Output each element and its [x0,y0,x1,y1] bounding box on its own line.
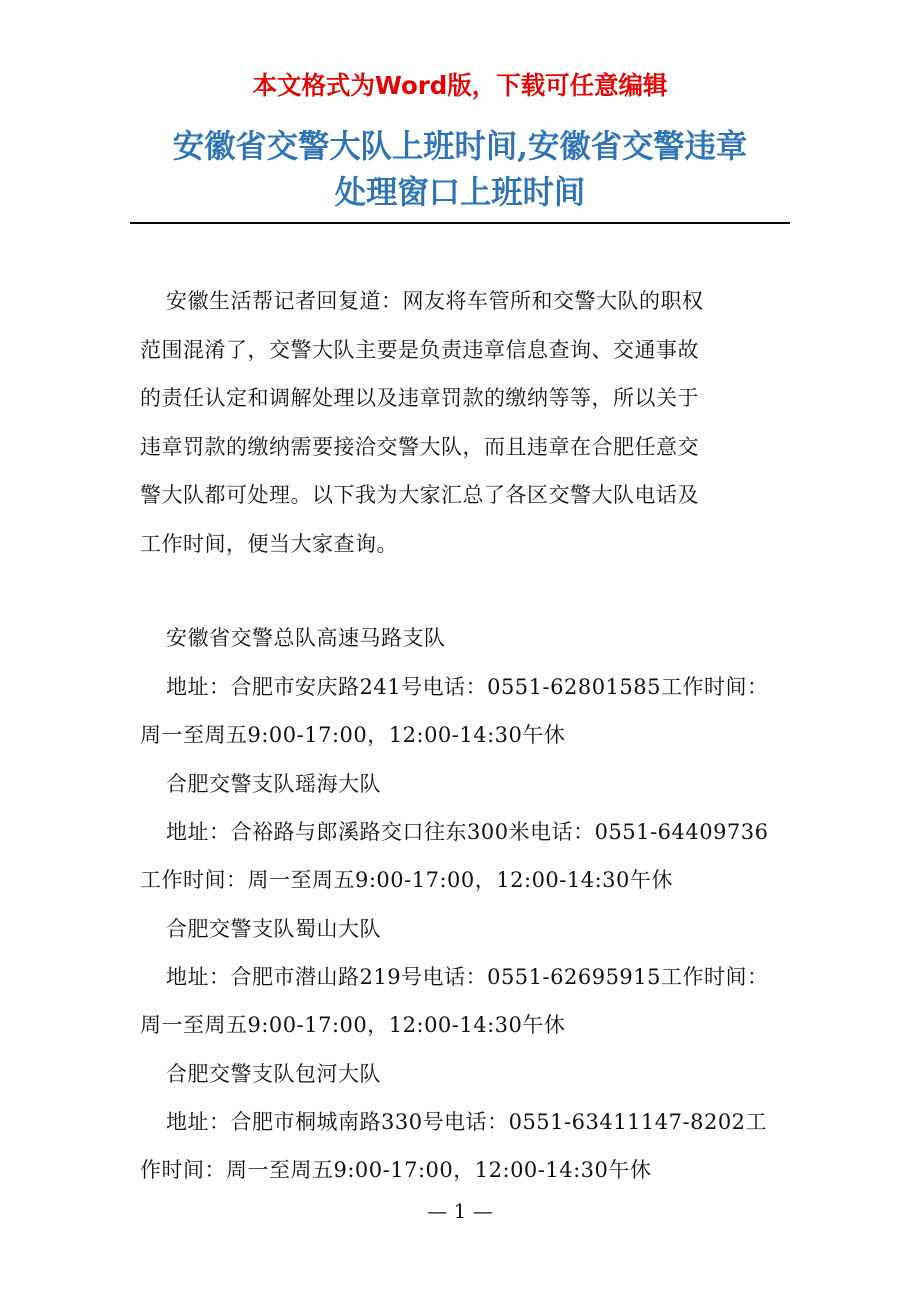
unit-name: 合肥交警支队瑶海大队 [166,772,381,796]
document-title-line-1: 安徽省交警大队上班时间,安徽省交警违章 [172,127,748,165]
intro-line: 违章罚款的缴纳需要接洽交警大队，而且违章在合肥任意交 [140,435,699,459]
unit-detail-line: 周一至周五9:00-17:00，12:00-14:30午休 [140,1013,566,1037]
unit-name: 合肥交警支队蜀山大队 [166,917,381,941]
unit-detail-line: 地址：合裕路与郎溪路交口往东300米电话：0551-64409736 [166,820,769,844]
document-title-line-2: 处理窗口上班时间 [334,173,586,211]
format-notice-banner: 本文格式为Word版，下载可任意编辑 [252,71,668,100]
intro-line: 范围混淆了，交警大队主要是负责违章信息查询、交通事故 [140,338,699,362]
page-number: — 1 — [427,1199,493,1223]
unit-detail-line: 地址：合肥市桐城南路330号电话：0551-63411147-8202工 [166,1110,768,1134]
unit-detail-line: 作时间：周一至周五9:00-17:00，12:00-14:30午休 [140,1158,652,1182]
intro-line: 的责任认定和调解处理以及违章罚款的缴纳等等，所以关于 [140,386,699,410]
unit-name: 安徽省交警总队高速马路支队 [166,626,446,650]
unit-detail-line: 工作时间：周一至周五9:00-17:00，12:00-14:30午休 [140,868,673,892]
unit-detail-line: 地址：合肥市潜山路219号电话：0551-62695915工作时间： [166,965,769,989]
unit-name: 合肥交警支队包河大队 [166,1062,381,1086]
intro-line: 工作时间，便当大家查询。 [140,532,398,556]
unit-detail-line: 周一至周五9:00-17:00，12:00-14:30午休 [140,723,566,747]
intro-line: 安徽生活帮记者回复道：网友将车管所和交警大队的职权 [166,289,704,313]
unit-detail-line: 地址：合肥市安庆路241号电话：0551-62801585工作时间： [166,675,769,699]
intro-line: 警大队都可处理。以下我为大家汇总了各区交警大队电话及 [140,483,699,507]
title-divider [130,222,790,224]
